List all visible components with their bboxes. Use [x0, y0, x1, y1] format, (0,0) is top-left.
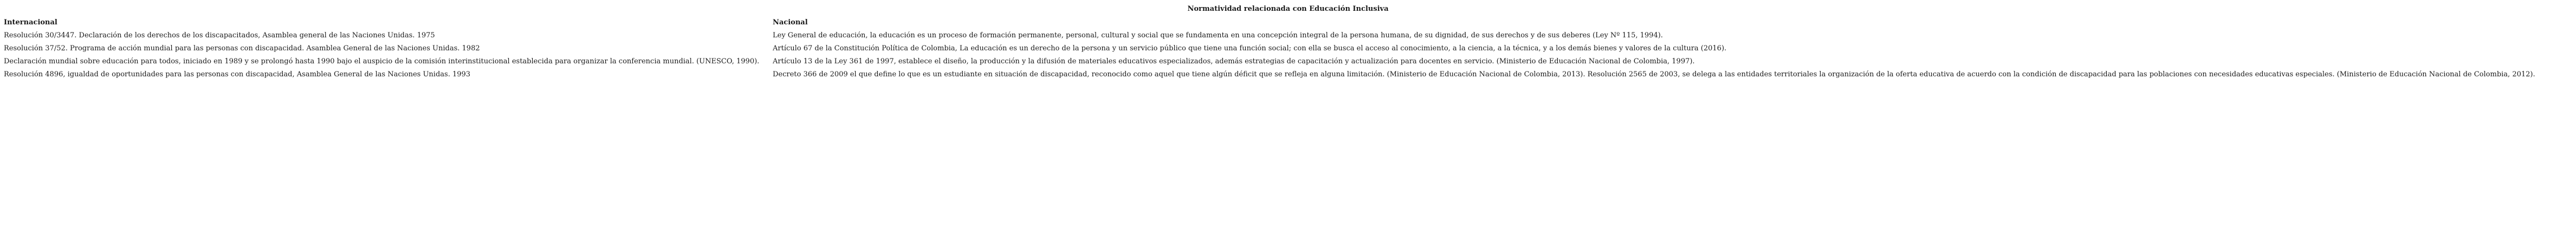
regulations-table	[4, 16, 2572, 81]
table-header-row	[4, 16, 2572, 29]
table-cell-nacional: Decreto 366 de 2009 el que define lo que es un estudiante en situación de discapacidad, reconocido como aquel que tiene algún déficit que se refleja en alguna limitación. (Ministerio de Educación Nacional de Colombia, 2013). Resolución 2565 de 2003, se delega a las entidades territoriales la organización de la oferta educativa de acuerdo con la condición de discapacidad para las poblaciones con necesidades educativas especiales. (Ministerio de Educación Nacional de Colombia, 2012).	[773, 70, 2535, 79]
table-cell-internacional: Resolución 37/52. Programa de acción mundial para las personas con discapacidad. Asamblea General de las Naciones Unidas. 1982	[4, 44, 480, 53]
table-cell-nacional: Ley General de educación, la educación es un proceso de formación permanente, personal, cultural y social que se fundamenta en una concepción integral de la persona humana, de su dignidad, de sus derechos y de sus deberes (Ley Nº 115, 1994).	[773, 31, 1663, 40]
column-header-internacional: Internacional	[4, 18, 57, 27]
table-cell-internacional: Declaración mundial sobre educación para todos, iniciado en 1989 y se prolongó hasta 1990 bajo el auspicio de la comisión interinstitucional establecida para organizar la conferencia mundial. (UNESCO, 1990).	[4, 57, 760, 66]
table-title: Normatividad relacionada con Educación Inclusiva	[1187, 5, 1389, 13]
table-row	[4, 42, 2572, 55]
table-row	[4, 68, 2572, 81]
table-cell-nacional: Artículo 13 de la Ley 361 de 1997, establece el diseño, la producción y la difusión de materiales educativos especializados, además estrategias de capacitación y actualización para docentes en servicio. (Ministerio de Educación Nacional de Colombia, 1997).	[773, 57, 1695, 66]
table-row	[4, 29, 2572, 42]
column-header-nacional: Nacional	[773, 18, 808, 27]
table-row	[4, 55, 2572, 68]
table-cell-internacional: Resolución 4896, igualdad de oportunidades para las personas con discapacidad, Asamblea General de las Naciones Unidas. 1993	[4, 70, 471, 79]
table-cell-internacional: Resolución 30/3447. Declaración de los derechos de los discapacitados, Asamblea general de las Naciones Unidas. 1975	[4, 31, 435, 40]
table-cell-nacional: Artículo 67 de la Constitución Política de Colombia, La educación es un derecho de la persona y un servicio público que tiene una función social; con ella se busca el acceso al conocimiento, a la ciencia, a la técnica, y a los demás bienes y valores de la cultura (2016).	[773, 44, 1727, 53]
